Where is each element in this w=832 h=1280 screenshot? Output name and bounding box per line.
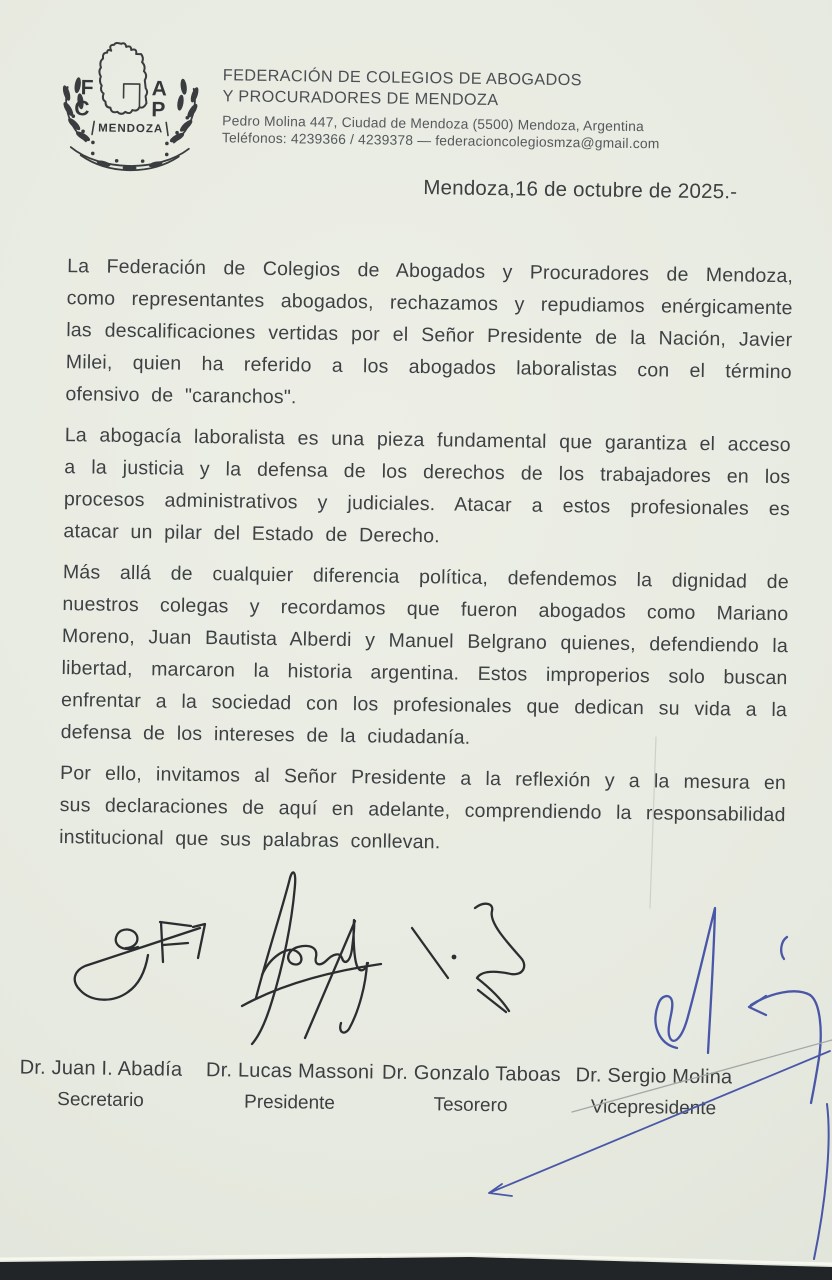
logo-letter-p: P (151, 98, 166, 122)
letter-paragraph: Más allá de cualquier diferencia política, defendemos la dignidad de nuestros colegas y recordamos que fueron abogados como Mariano Moreno, Juan Bautista Alberdi y Manuel Belgrano quienes, defendiendo la libertad, marcaron la historia argentina. Estos improperios solo buscan enfrentar a la sociedad con los profesionales que dedican su vida a la defensa de los intereses de la ciudadanía. (60, 561, 789, 749)
signatory-name: Dr. Gonzalo Taboas (381, 1061, 561, 1087)
signatory-vicepresidente (565, 1064, 742, 1120)
map-step-notch (123, 84, 139, 107)
org-address: Pedro Molina 447, Ciudad de Mendoza (5500) Mendoza, Argentina (222, 113, 645, 135)
letterhead-text (222, 65, 743, 153)
mendoza-map-outline (99, 43, 148, 114)
logo-banner-text: MENDOZA (98, 122, 164, 136)
date-line: Mendoza,16 de octubre de 2025.- (423, 176, 738, 204)
signatory-role: Vicepresidente (590, 1096, 717, 1120)
letter-body (59, 250, 793, 872)
signatory-tesorero (381, 1062, 560, 1118)
signatory-role: Secretario (57, 1089, 144, 1112)
signatory-secretario (5, 1056, 196, 1113)
signatory-name: Dr. Juan I. Abadía (19, 1056, 183, 1081)
letter-paragraph: La abogacía laboralista es una pieza fundamental que garantiza el acceso a la justicia y la defensa de los derechos de los trabajadores en los procesos administrativos y judiciales. Atacar a estos profesionales es atacar un pilar del Estado de Derecho. (63, 424, 791, 548)
signatory-presidente (195, 1059, 384, 1116)
logo-letter-f: F (80, 76, 94, 100)
logo-letter-a: A (151, 77, 168, 101)
org-name-line1: FEDERACIÓN DE COLEGIOS DE ABOGADOS (222, 66, 582, 90)
letter-paragraph: La Federación de Colegios de Abogados y Procuradores de Mendoza, como representantes abogados, rechazamos y repudiamos enérgicamente las descalificaciones vertidas por el Señor Presidente de la Nación, Javier Milei, quien ha referido a los abogados laboralistas con el término ofensivo de "caranchos". (65, 255, 794, 409)
org-name-line2: Y PROCURADORES DE MENDOZA (222, 87, 499, 110)
signatory-name: Dr. Lucas Massoni (205, 1059, 375, 1084)
signatory-name: Dr. Sergio Molina (575, 1064, 733, 1089)
org-contact: Teléfonos: 4239366 / 4239378 — federacioncolegiosmza@gmail.com (221, 129, 660, 151)
logo-letter-c: C (74, 97, 90, 121)
signatory-role: Presidente (243, 1091, 336, 1114)
signatory-role: Tesorero (433, 1094, 508, 1117)
letter-paragraph: Por ello, invitamos al Señor Presidente a la reflexión y a la mesura en sus declaraciones de aquí en adelante, comprendiendo la responsabilidad institucional que sus palabras conllevan. (59, 762, 787, 854)
fcap-logo (48, 41, 212, 177)
